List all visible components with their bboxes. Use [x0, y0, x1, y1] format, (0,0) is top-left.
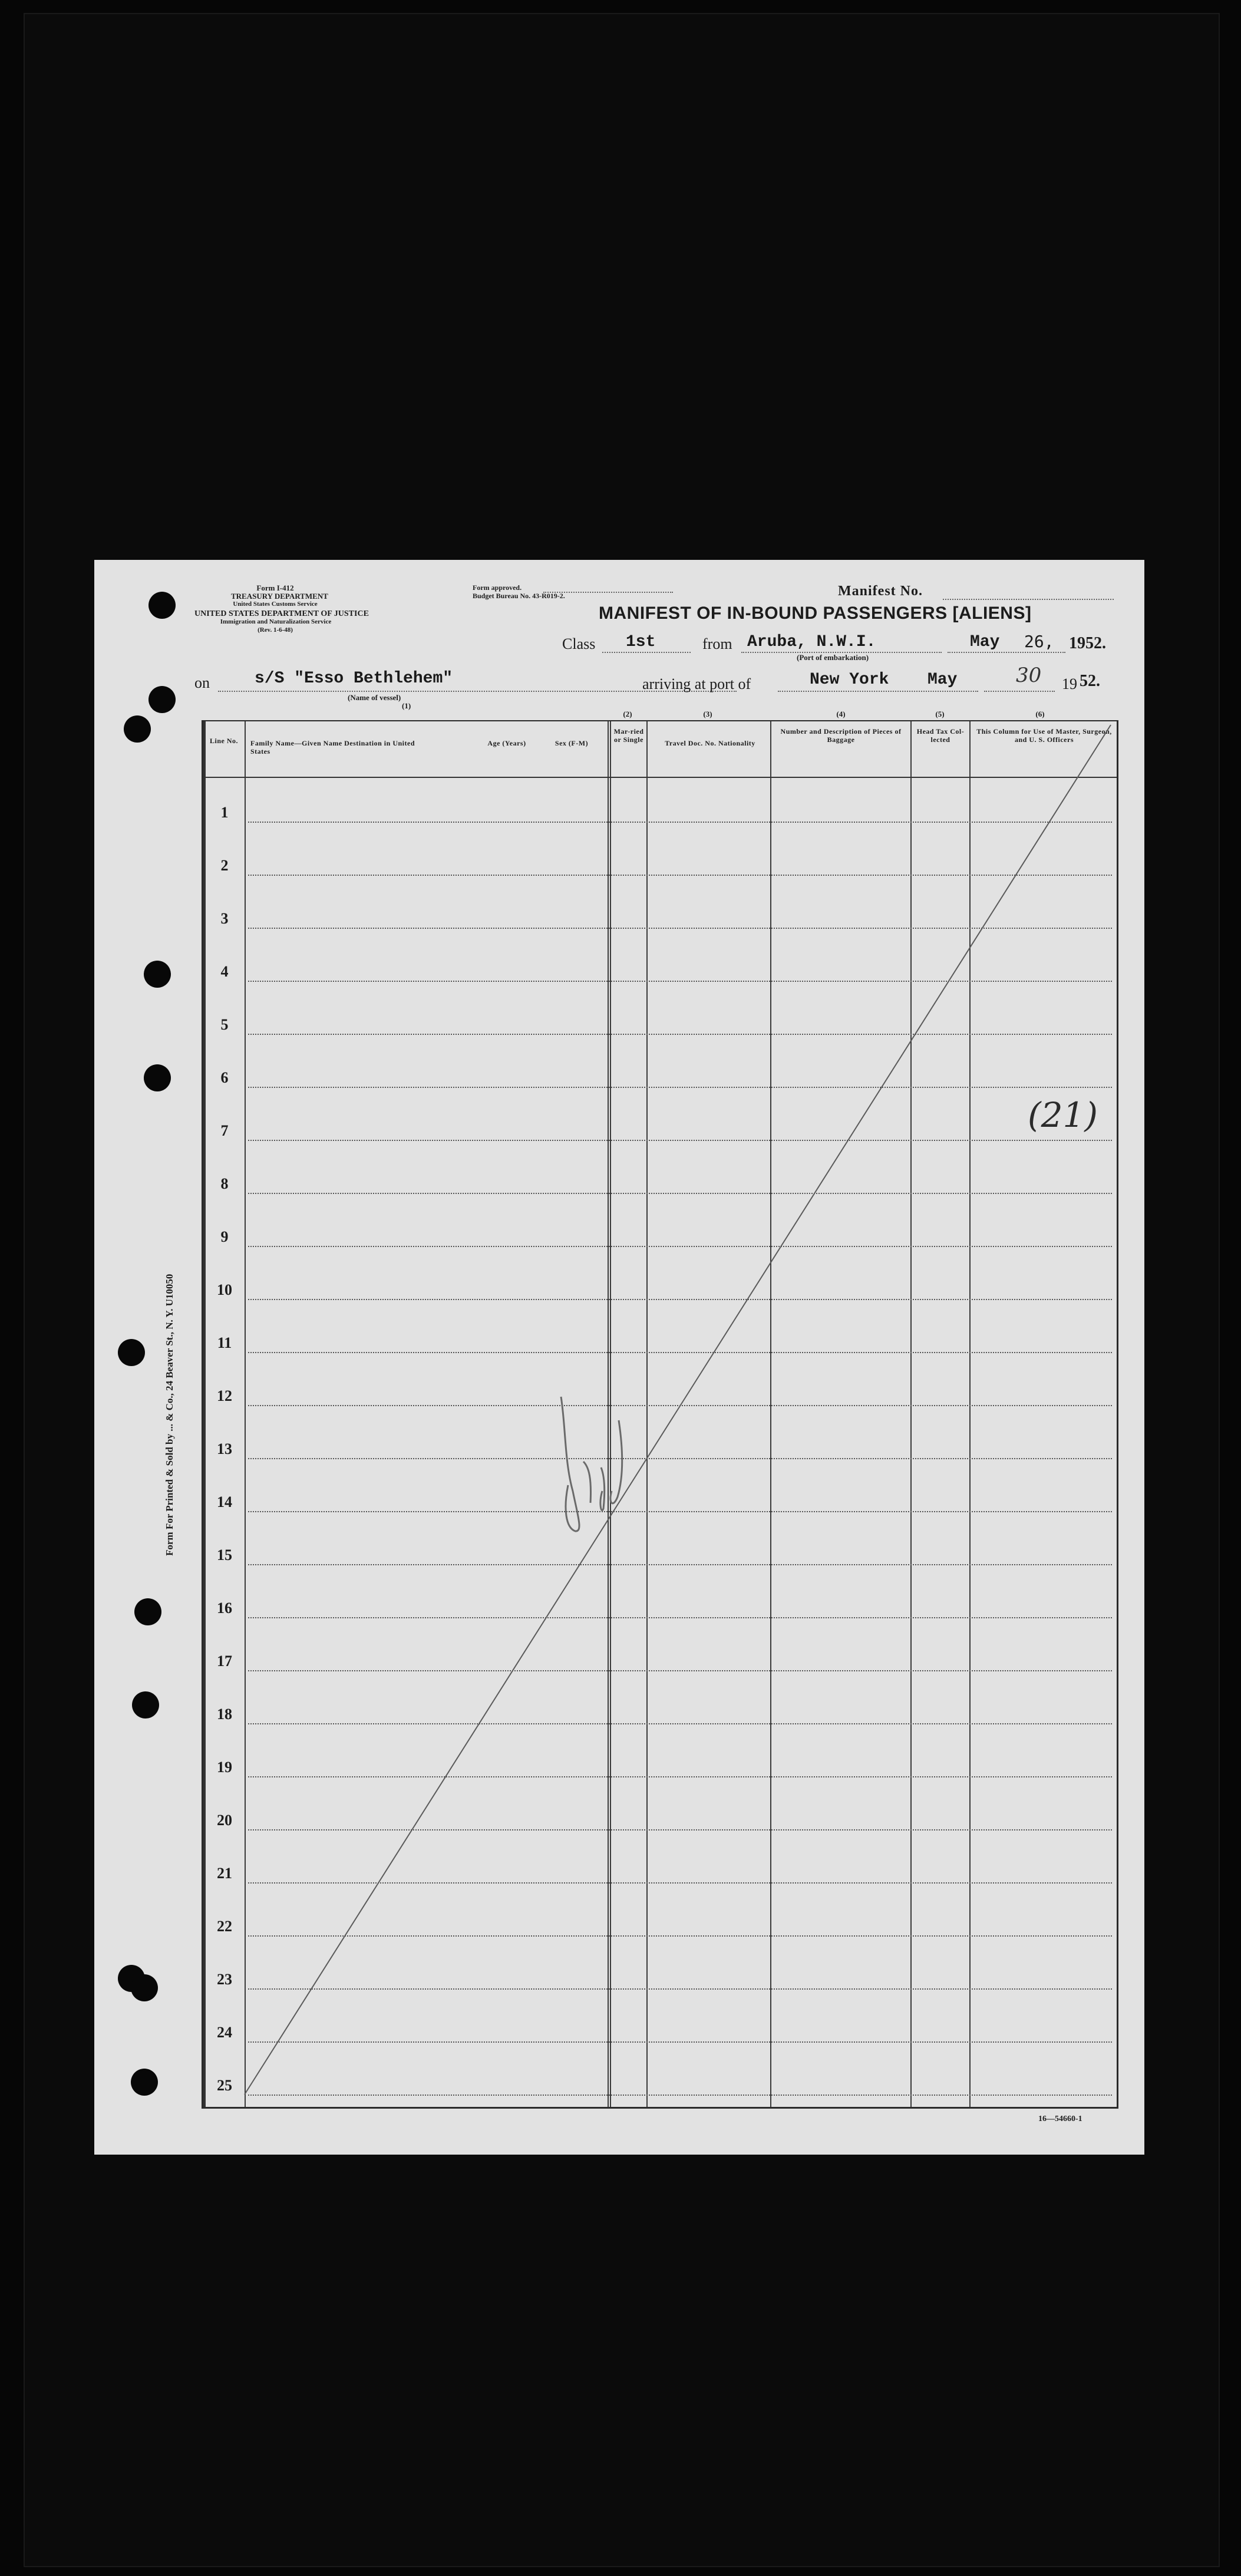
treasury-department: TREASURY DEPARTMENT — [231, 592, 328, 601]
void-signature — [542, 1373, 648, 1550]
vessel-caption: (Name of vessel) — [348, 693, 401, 702]
row-number: 11 — [217, 1334, 232, 1351]
col-number: (2) — [623, 710, 632, 718]
revision-date: (Rev. 1-6-48) — [258, 626, 293, 634]
embarkation-caption: (Port of embarkation) — [797, 653, 869, 662]
row-number: 6 — [220, 1069, 229, 1086]
punch-hole — [118, 1339, 145, 1366]
row-number: 2 — [220, 857, 229, 874]
row-number: 25 — [217, 2077, 232, 2094]
punch-hole — [144, 961, 171, 988]
class-label: Class — [562, 635, 596, 652]
manifest-no-dots — [943, 599, 1114, 600]
row-number: 22 — [217, 1918, 232, 1935]
row-number: 1 — [220, 804, 229, 821]
header-sex: Sex (F-M) — [555, 739, 589, 747]
header-officers: This Column for Use of Master, Surgeon, and U. S. Officers — [976, 727, 1112, 744]
row-number: 14 — [217, 1493, 232, 1510]
row-number: 5 — [220, 1016, 229, 1033]
row-number: 13 — [217, 1440, 232, 1457]
manifest-no-label: Manifest No. — [838, 583, 923, 599]
class-value: 1st — [626, 633, 656, 651]
row-number: 19 — [217, 1759, 232, 1776]
ins-service: Immigration and Naturalization Service — [220, 618, 332, 625]
punch-hole — [124, 715, 151, 743]
on-label: on — [194, 674, 210, 691]
row-number: 21 — [217, 1865, 232, 1882]
printer-imprint: Form For Printed & Sold by ... & Co., 24 Beaver St., N. Y. U10050 — [164, 1274, 175, 1556]
punch-hole — [131, 1974, 158, 2001]
depart-month: May — [970, 633, 1000, 651]
row-number: 12 — [217, 1387, 232, 1404]
arrival-day: 30 — [1016, 664, 1042, 687]
arrival-year-prefix: 19 — [1062, 675, 1077, 692]
form-approved: Form approved. — [473, 583, 522, 592]
void-diagonal-line — [203, 721, 1120, 2110]
arrival-date-dots — [984, 691, 1055, 692]
arrival-month: May — [928, 671, 958, 689]
footer-code: 16—54660-1 — [1038, 2115, 1082, 2123]
punch-hole — [144, 1064, 171, 1091]
col-number: (5) — [935, 710, 945, 718]
class-dots — [602, 652, 691, 653]
from-value: Aruba, N.W.I. — [747, 633, 876, 651]
header-age: Age (Years) — [487, 739, 526, 747]
depart-date-dots — [948, 652, 1065, 653]
row-number: 17 — [217, 1653, 232, 1670]
row-number: 10 — [217, 1281, 232, 1298]
arrival-port: New York — [810, 671, 889, 689]
arriving-label: arriving at port of — [642, 675, 751, 692]
vessel-name: s/S "Esso Bethlehem" — [255, 669, 453, 688]
manifest-sheet — [94, 560, 1144, 2155]
header-married: Mar-ried or Single — [613, 727, 644, 744]
row-number: 15 — [217, 1546, 232, 1564]
col-number: (6) — [1035, 710, 1045, 718]
header-line-no: Line No. — [209, 737, 238, 745]
arrival-port-dots — [778, 691, 978, 692]
punch-hole — [148, 592, 176, 619]
punch-hole — [134, 1598, 161, 1625]
row-number: 18 — [217, 1706, 232, 1723]
department-of-justice: UNITED STATES DEPARTMENT OF JUSTICE — [194, 609, 369, 618]
row-number: 16 — [217, 1599, 232, 1617]
header-head-tax: Head Tax Col-lected — [916, 727, 965, 744]
row-number: 3 — [220, 910, 229, 927]
punch-hole — [148, 686, 176, 713]
col-number: (4) — [836, 710, 846, 718]
depart-year: 1952. — [1069, 634, 1106, 652]
row-number: 8 — [220, 1175, 229, 1192]
row-number: 24 — [217, 2024, 232, 2041]
manifest-title: MANIFEST OF IN-BOUND PASSENGERS [ALIENS] — [599, 603, 1032, 623]
row-number: 23 — [217, 1971, 232, 1988]
row-number: 20 — [217, 1812, 232, 1829]
row-number: 9 — [220, 1228, 229, 1245]
header-travel-doc: Travel Doc. No. Nationality — [665, 739, 755, 747]
vessel-column-number: (1) — [402, 701, 411, 710]
customs-service: United States Customs Service — [233, 601, 318, 608]
row-number: 7 — [220, 1122, 229, 1139]
header-name: Family Name—Given Name Destination in United States — [250, 739, 415, 756]
budget-bureau-no: Budget Bureau No. 43-R019-2. — [473, 592, 565, 600]
punch-hole — [132, 1691, 159, 1719]
arrival-year-suffix: 52. — [1080, 672, 1100, 690]
passenger-table — [202, 710, 1118, 2109]
header-baggage: Number and Description of Pieces of Baggage — [780, 727, 902, 744]
row-number: 4 — [220, 963, 229, 980]
depart-day: 26, — [1024, 632, 1054, 651]
col-number: (3) — [703, 710, 712, 718]
form-number: Form I-412 — [256, 583, 294, 592]
from-label: from — [702, 635, 732, 652]
circled-count: (21) — [1028, 1095, 1098, 1135]
punch-hole — [131, 2069, 158, 2096]
